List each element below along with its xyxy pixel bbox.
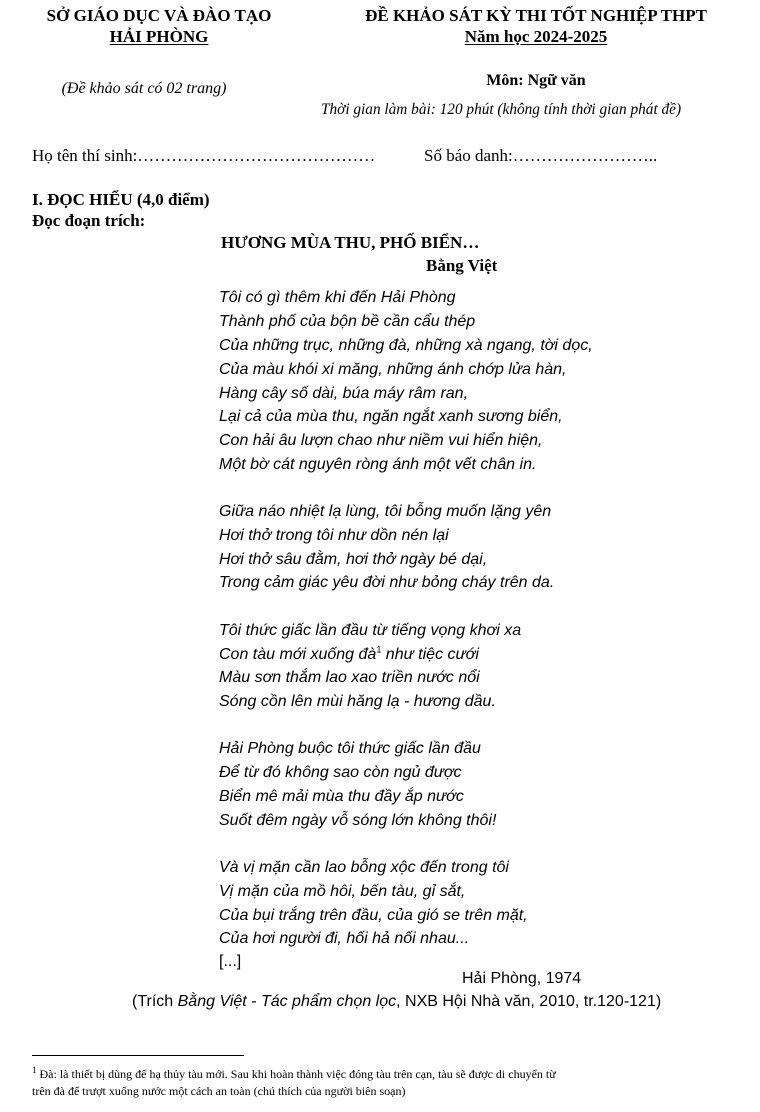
poem-ellipsis: [...] bbox=[219, 953, 242, 970]
poem-line: Tôi có gì thêm khi đến Hải Phòng bbox=[219, 289, 456, 306]
poem-line: Của màu khói xi măng, những ánh chớp lửa hàn, bbox=[219, 361, 567, 378]
department-name: SỞ GIÁO DỤC VÀ ĐÀO TẠO bbox=[46, 6, 272, 25]
poem-line: Của bụi trắng trên đầu, của gió se trên mặt, bbox=[219, 907, 528, 924]
poem-line: Vị mặn của mồ hôi, bến tàu, gỉ sắt, bbox=[219, 883, 466, 900]
exam-title: ĐỀ KHẢO SÁT KỲ THI TỐT NGHIỆP THPT bbox=[365, 6, 707, 25]
poem-line: Trong cảm giác yêu đời như bỏng cháy trên da. bbox=[219, 574, 555, 591]
poem-place-date: Hải Phòng, 1974 bbox=[462, 970, 582, 987]
poem-line: Sóng cồn lên mùi hăng lạ - hương dầu. bbox=[219, 693, 496, 710]
poem-author: Bằng Việt bbox=[426, 256, 498, 275]
poem-line: Của hơi người đi, hối hả nối nhau... bbox=[219, 930, 470, 947]
poem-line: Hơi thở sâu đằm, hơi thở ngày bé dại, bbox=[219, 551, 488, 568]
poem-line: Một bờ cát nguyên ròng ánh một vết chân in. bbox=[219, 456, 537, 473]
poem-line: Của những trục, những đà, những xà ngang, tời dọc, bbox=[219, 337, 593, 354]
subject-label: Môn: Ngữ văn bbox=[486, 72, 586, 89]
poem-line-part: Con tàu mới xuống đà bbox=[219, 646, 377, 663]
exam-time: Thời gian làm bài: 120 phút (không tính thời gian phát đề) bbox=[321, 101, 682, 118]
poem-line: Thành phố của bộn bề cần cẩu thép bbox=[219, 313, 476, 330]
poem-line: Suốt đêm ngày vỗ sóng lớn không thôi! bbox=[219, 812, 497, 829]
source-prefix: (Trích bbox=[132, 993, 178, 1010]
poem-line: Lại cả của mùa thu, ngăn ngắt xanh sương biển, bbox=[219, 408, 563, 425]
source-book-title: Bằng Việt - Tác phẩm chọn lọc bbox=[177, 993, 397, 1010]
poem-line: Biển mê mải mùa thu đầy ắp nước bbox=[219, 788, 464, 805]
poem-line: Hơi thở trong tôi như dồn nén lại bbox=[219, 527, 449, 544]
poem-source bbox=[132, 993, 661, 1011]
poem-line: Màu sơn thắm lao xao triền nước nổi bbox=[219, 669, 480, 686]
poem-line: Để từ đó không sao còn ngủ được bbox=[219, 764, 462, 781]
poem-line: Tôi thức giấc lần đầu từ tiếng vọng khơi xa bbox=[219, 622, 522, 639]
city-name bbox=[16, 27, 302, 47]
page-count-note: (Đề khảo sát có 02 trang) bbox=[61, 80, 227, 97]
poem-line: Con hải âu lượn chao như niềm vui hiển hiện, bbox=[219, 432, 543, 449]
source-suffix: , NXB Hội Nhà văn, 2010, tr.120-121) bbox=[396, 993, 662, 1010]
footnote-marker: 1 bbox=[32, 1065, 37, 1075]
poem-line-part: như tiệc cưới bbox=[381, 646, 479, 663]
footnote-ref: 1 bbox=[376, 644, 382, 655]
footnote-line bbox=[32, 1066, 556, 1082]
poem-line: Hàng cây số dài, búa máy râm ran, bbox=[219, 385, 469, 402]
poem-line-footnoted bbox=[219, 645, 479, 665]
school-year bbox=[318, 27, 754, 47]
poem-title: HƯƠNG MÙA THU, PHỐ BIỂN… bbox=[221, 233, 480, 252]
section-title: I. ĐỌC HIỂU (4,0 điểm) bbox=[32, 190, 210, 209]
poem-line: Và vị mặn cần lao bỗng xộc đến trong tôi bbox=[219, 859, 509, 876]
city-name-text: HẢI PHÒNG bbox=[109, 27, 209, 46]
poem-line: Hải Phòng buộc tôi thức giấc lần đầu bbox=[219, 740, 481, 757]
section-subtitle: Đọc đoạn trích: bbox=[32, 211, 146, 230]
candidate-name-field: Họ tên thí sinh:…………………………………… bbox=[32, 146, 376, 165]
poem-line: Giữa náo nhiệt lạ lùng, tôi bỗng muốn lặng yên bbox=[219, 503, 552, 520]
footnote-divider bbox=[32, 1055, 244, 1056]
footnote-text: Đà: là thiết bị dùng để hạ thủy tàu mới. Sau khi hoàn thành việc đóng tàu trên cạn, tàu sẽ được di chuyển từ bbox=[36, 1067, 556, 1081]
candidate-id-field: Số báo danh:…………………….. bbox=[424, 146, 658, 165]
school-year-text: Năm học 2024-2025 bbox=[464, 27, 608, 46]
footnote-line-2: trên đà để trượt xuống nước một cách an toàn (chú thích của người biên soạn) bbox=[32, 1084, 406, 1098]
